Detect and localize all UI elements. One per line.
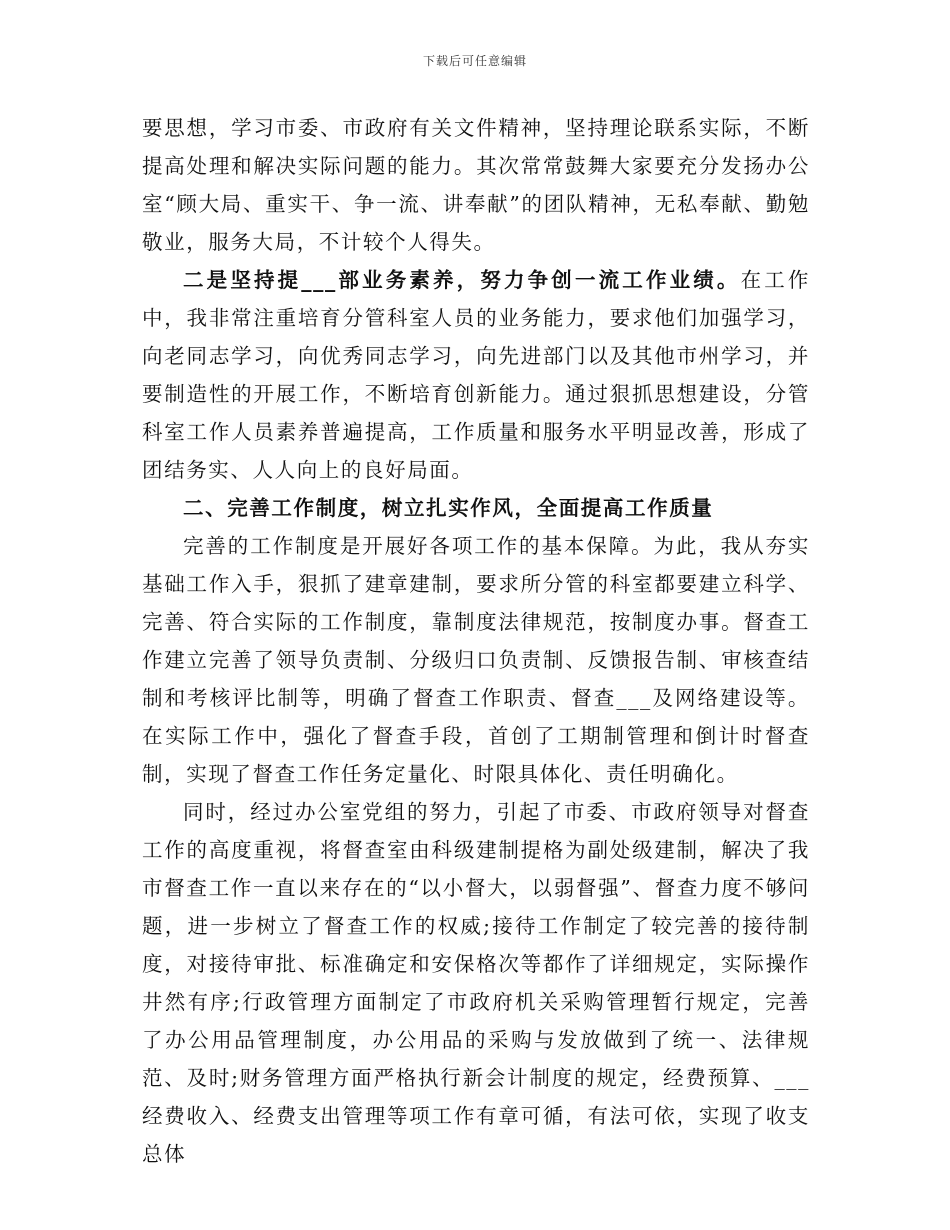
paragraph-meanwhile: 同时，经过办公室党组的努力，引起了市委、市政府领导对督查工作的高度重视，将督查室由科级建制提格为副处级建制，解决了我市督查工作一直以来存在的“以小督大，以弱督强”、督查力度不够问题，进一步树立了督查工作的权威;接待工作制定了较完善的接待制度，对接待审批、标准确定和安保格次等都作了详细规定，实际操作井然有序;行政管理方面制定了市政府机关采购管理暂行规定，完善了办公用品管理制度，办公用品的采购与发放做到了统一、法律规范、及时;财务管理方面严格执行新会计制度的规定，经费预算、___经费收入、经费支出管理等项工作有章可循，有法可依，实现了收支总体 [142, 800, 810, 1166]
paragraph-body: 在工作中，我非常注重培育分管科室人员的业务能力，要求他们加强学习，向老同志学习，向优秀同志学习，向先进部门以及其他市州学习，并要制造性的开展工作，不断培育创新能力。通过狠抓思想建设，分管科室工作人员素养普遍提高，工作质量和服务水平明显改善，形成了团结务实、人人向上的良好局面。 [142, 268, 810, 482]
document-body [142, 109, 810, 1173]
paragraph-point-two [142, 261, 810, 489]
paragraph-work-system: 完善的工作制度是开展好各项工作的基本保障。为此，我从夯实基础工作入手，狠抓了建章建制，要求所分管的科室都要建立科学、完善、符合实际的工作制度，靠制度法律规范，按制度办事。督查工作建立完善了领导负责制、分级归口负责制、反馈报告制、审核查结制和考核评比制等，明确了督查工作职责、督查___及网络建设等。在实际工作中，强化了督查手段，首创了工期制管理和倒计时督查制，实现了督查工作任务定量化、时限具体化、责任明确化。 [142, 534, 810, 786]
paragraph-lead-bold: 二是坚持提___部业务素养，努力争创一流工作业绩。 [183, 268, 741, 292]
header-note: 下载后可任意编辑 [422, 54, 527, 68]
paragraph-continued: 要思想，学习市委、市政府有关文件精神，坚持理论联系实际，不断提高处理和解决实际问题的能力。其次常常鼓舞大家要充分发扬办公室“顾大局、重实干、争一流、讲奉献”的团队精神，无私奉献、勤勉敬业，服务大局，不计较个人得失。 [142, 116, 810, 254]
section-heading: 二、完善工作制度，树立扎实作风，全面提高工作质量 [183, 496, 714, 520]
